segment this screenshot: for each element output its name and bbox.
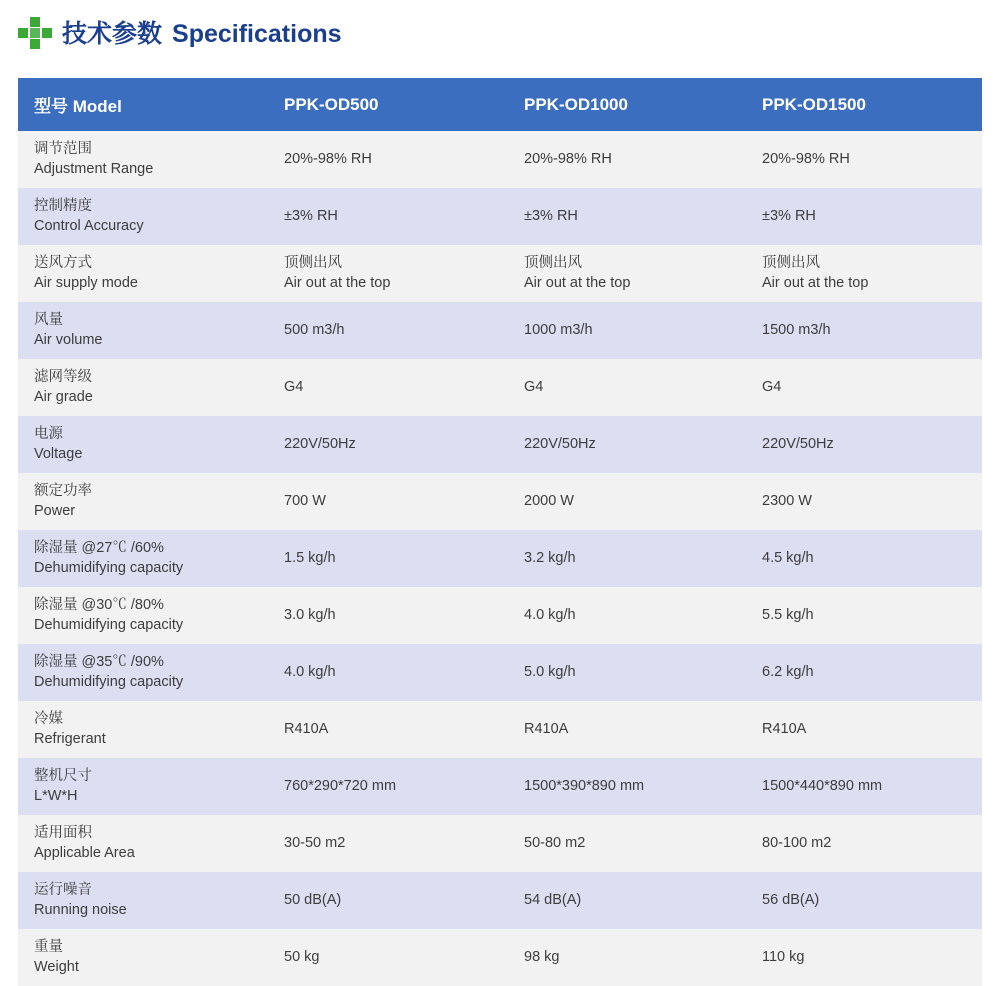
cell-value <box>508 359 746 416</box>
cell-text: 220V/50Hz <box>524 436 596 452</box>
cell-text: 220V/50Hz <box>762 436 834 452</box>
cell-text: 50 kg <box>284 949 320 965</box>
cell-value <box>268 644 508 701</box>
cell-text: 1.5 kg/h <box>284 550 336 566</box>
cell-value <box>268 188 508 245</box>
cell-value <box>508 644 746 701</box>
row-label <box>18 872 268 929</box>
row-label <box>18 302 268 359</box>
row-label <box>18 644 268 701</box>
cell-value <box>746 701 982 758</box>
cell-value <box>268 473 508 530</box>
row-label-en: L*W*H <box>34 788 78 804</box>
row-label-en: Dehumidifying capacity <box>34 560 184 576</box>
table-row <box>18 587 982 644</box>
cell-text: 3.0 kg/h <box>284 607 336 623</box>
cell-value <box>746 131 982 188</box>
row-label-en: Voltage <box>34 446 83 462</box>
row-label-en: Refrigerant <box>34 731 106 747</box>
row-label-en: Power <box>34 503 76 519</box>
cell-text-cn: 顶侧出风 <box>524 255 582 271</box>
cell-value <box>746 815 982 872</box>
column-header-model <box>18 78 268 131</box>
column-header-ppk-od500: PPK-OD500 <box>268 78 508 131</box>
cell-text: 20%-98% RH <box>284 151 372 167</box>
cell-value <box>268 302 508 359</box>
row-label-cn: 电源 <box>34 426 63 442</box>
row-label-en: Control Accuracy <box>34 218 144 234</box>
cell-value <box>746 245 982 302</box>
cell-value <box>508 188 746 245</box>
cell-text: 4.0 kg/h <box>284 664 336 680</box>
cell-value <box>508 815 746 872</box>
row-label-cn: 运行噪音 <box>34 882 92 898</box>
cell-value <box>746 473 982 530</box>
row-label-en: Dehumidifying capacity <box>34 617 184 633</box>
cell-value <box>508 416 746 473</box>
cell-value <box>268 758 508 815</box>
table-row <box>18 416 982 473</box>
row-label-en: Running noise <box>34 902 127 918</box>
cell-text: R410A <box>284 721 329 737</box>
cell-text: G4 <box>524 379 544 395</box>
page-title-en: Specifications <box>172 19 342 48</box>
cell-text: R410A <box>524 721 569 737</box>
cell-text: 50 dB(A) <box>284 892 342 908</box>
row-label <box>18 416 268 473</box>
column-header-model-en: Model <box>72 97 122 116</box>
row-label-cn: 滤网等级 <box>34 369 92 385</box>
table-row <box>18 359 982 416</box>
row-label-en: Air grade <box>34 389 93 405</box>
cell-text: 30-50 m2 <box>284 835 346 851</box>
row-label-cn: 除湿量 @30℃ /80% <box>34 597 164 613</box>
row-label-cn: 整机尺寸 <box>34 768 92 784</box>
cell-text: Air out at the top <box>284 275 391 291</box>
row-label <box>18 359 268 416</box>
cell-value <box>746 644 982 701</box>
row-label-cn: 冷媒 <box>34 711 63 727</box>
cell-text: 50-80 m2 <box>524 835 586 851</box>
cell-text: Air out at the top <box>762 275 869 291</box>
cell-text: 1500*440*890 mm <box>762 778 883 794</box>
row-label-en: Air volume <box>34 332 103 348</box>
row-label-cn: 风量 <box>34 312 63 328</box>
cell-value <box>746 758 982 815</box>
cell-text: 760*290*720 mm <box>284 778 397 794</box>
cell-text-cn: 顶侧出风 <box>762 255 820 271</box>
specifications-table <box>18 78 982 986</box>
cell-text: 20%-98% RH <box>524 151 612 167</box>
column-header-ppk-od1000: PPK-OD1000 <box>508 78 746 131</box>
cell-text: 500 m3/h <box>284 322 345 338</box>
cell-value <box>508 131 746 188</box>
row-label-cn: 除湿量 @27℃ /60% <box>34 540 164 556</box>
page-header <box>0 0 1000 52</box>
table-row <box>18 701 982 758</box>
row-label <box>18 758 268 815</box>
row-label-en: Applicable Area <box>34 845 135 861</box>
row-label <box>18 530 268 587</box>
cell-text: 3.2 kg/h <box>524 550 576 566</box>
cell-value <box>746 929 982 986</box>
cell-text: ±3% RH <box>762 208 816 224</box>
table-row <box>18 815 982 872</box>
row-label-en: Adjustment Range <box>34 161 154 177</box>
row-label-cn: 额定功率 <box>34 483 92 499</box>
cell-value <box>746 359 982 416</box>
cell-text: 110 kg <box>762 949 805 965</box>
cell-value <box>268 815 508 872</box>
cell-text-cn: 顶侧出风 <box>284 255 342 271</box>
row-label-en: Weight <box>34 959 79 975</box>
cell-value <box>746 872 982 929</box>
cell-text: G4 <box>762 379 782 395</box>
cell-text: 1000 m3/h <box>524 322 593 338</box>
cell-value <box>746 416 982 473</box>
row-label-cn: 除湿量 @35℃ /90% <box>34 654 164 670</box>
cell-text: ±3% RH <box>524 208 578 224</box>
cell-text: 5.5 kg/h <box>762 607 814 623</box>
table-row <box>18 131 982 188</box>
cell-value <box>268 872 508 929</box>
cell-text: 4.5 kg/h <box>762 550 814 566</box>
table-header <box>18 78 982 131</box>
table-row <box>18 758 982 815</box>
table-body <box>18 131 982 986</box>
cell-value <box>508 701 746 758</box>
table-row <box>18 188 982 245</box>
column-header-ppk-od1500: PPK-OD1500 <box>746 78 982 131</box>
cell-value <box>746 302 982 359</box>
row-label-cn: 调节范围 <box>34 141 92 157</box>
row-label-en: Dehumidifying capacity <box>34 674 184 690</box>
cell-value <box>508 302 746 359</box>
row-label <box>18 701 268 758</box>
row-label-cn: 送风方式 <box>34 255 92 271</box>
cell-text: R410A <box>762 721 807 737</box>
cell-value <box>746 188 982 245</box>
cell-value <box>508 530 746 587</box>
cell-value <box>508 872 746 929</box>
cell-value <box>508 245 746 302</box>
cell-text: 2000 W <box>524 493 574 509</box>
row-label <box>18 815 268 872</box>
cell-text: 220V/50Hz <box>284 436 356 452</box>
cell-text: 56 dB(A) <box>762 892 820 908</box>
row-label-cn: 控制精度 <box>34 198 92 214</box>
cell-value <box>268 131 508 188</box>
cell-value <box>268 245 508 302</box>
cell-value <box>508 587 746 644</box>
cell-value <box>268 416 508 473</box>
cell-value <box>268 587 508 644</box>
specifications-table-wrapper <box>18 78 982 986</box>
cell-text: 1500*390*890 mm <box>524 778 645 794</box>
row-label <box>18 245 268 302</box>
cell-text: 54 dB(A) <box>524 892 582 908</box>
cell-value <box>508 929 746 986</box>
cell-value <box>508 758 746 815</box>
cell-value <box>746 530 982 587</box>
page-title-cn: 技术参数 <box>62 19 163 48</box>
cell-value <box>508 473 746 530</box>
row-label <box>18 473 268 530</box>
table-row <box>18 245 982 302</box>
row-label <box>18 188 268 245</box>
cell-text: 1500 m3/h <box>762 322 831 338</box>
table-header-row <box>18 78 982 131</box>
table-row <box>18 872 982 929</box>
cell-value <box>268 929 508 986</box>
cell-text: 98 kg <box>524 949 560 965</box>
cell-value <box>268 530 508 587</box>
cell-text: 20%-98% RH <box>762 151 850 167</box>
four-leaf-clover-squares-icon <box>18 17 52 51</box>
row-label-cn: 适用面积 <box>34 825 92 841</box>
cell-text: 700 W <box>284 493 326 509</box>
table-row <box>18 530 982 587</box>
cell-text: 5.0 kg/h <box>524 664 576 680</box>
row-label-en: Air supply mode <box>34 275 138 291</box>
cell-text: 6.2 kg/h <box>762 664 814 680</box>
row-label-cn: 重量 <box>34 939 63 955</box>
cell-text: G4 <box>284 379 304 395</box>
table-row <box>18 473 982 530</box>
table-row <box>18 929 982 986</box>
cell-value <box>268 701 508 758</box>
cell-text: 2300 W <box>762 493 812 509</box>
cell-text: ±3% RH <box>284 208 338 224</box>
cell-value <box>268 359 508 416</box>
table-row <box>18 644 982 701</box>
cell-text: 4.0 kg/h <box>524 607 576 623</box>
column-header-model-cn: 型号 <box>34 97 68 116</box>
table-row <box>18 302 982 359</box>
row-label <box>18 131 268 188</box>
cell-value <box>746 587 982 644</box>
cell-text: Air out at the top <box>524 275 631 291</box>
row-label <box>18 587 268 644</box>
cell-text: 80-100 m2 <box>762 835 832 851</box>
row-label <box>18 929 268 986</box>
